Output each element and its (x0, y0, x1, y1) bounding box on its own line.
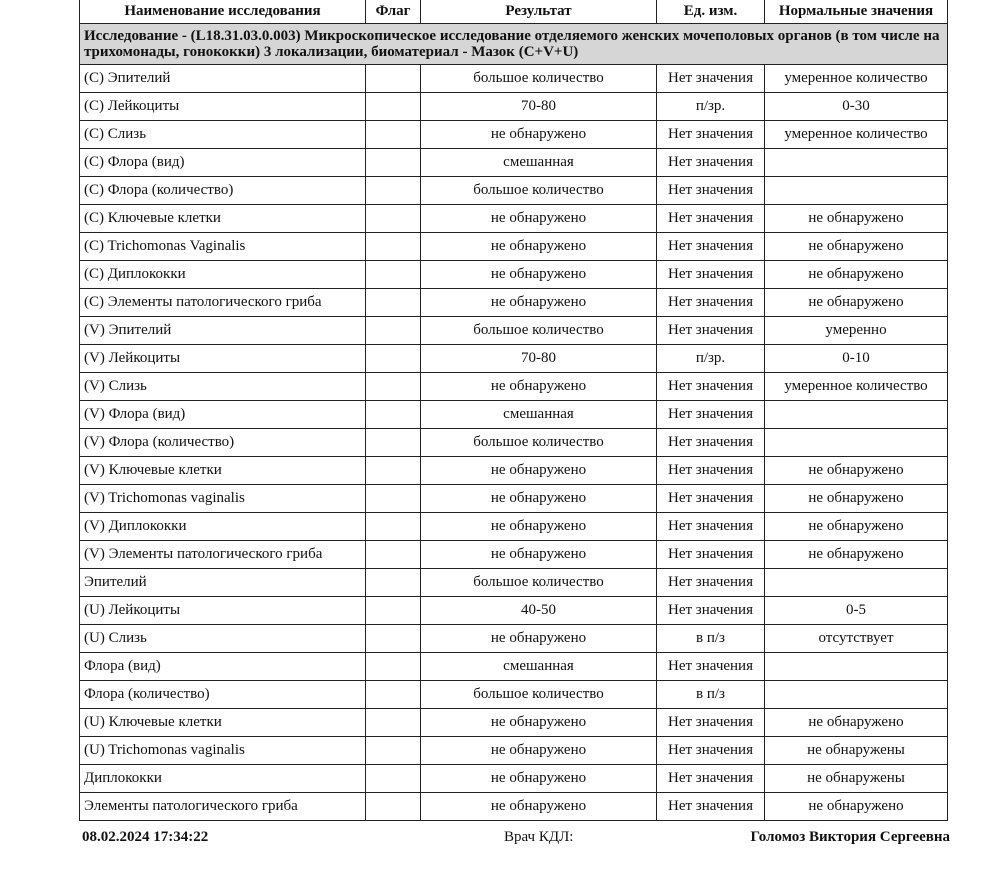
result-cell: 40-50 (421, 597, 657, 625)
table-row (80, 793, 948, 821)
flag-cell (366, 373, 421, 401)
results-body (80, 24, 948, 821)
header-flag: Флаг (366, 0, 421, 24)
result-cell: большое количество (421, 317, 657, 345)
unit-cell: Нет значения (657, 709, 765, 737)
test-name-cell: Флора (количество) (80, 681, 366, 709)
test-name-cell: (V) Лейкоциты (80, 345, 366, 373)
test-name-cell: (U) Слизь (80, 625, 366, 653)
table-row (80, 121, 948, 149)
normal-value-cell: не обнаружено (765, 289, 948, 317)
flag-cell (366, 401, 421, 429)
test-name-cell: (C) Trichomonas Vaginalis (80, 233, 366, 261)
flag-cell (366, 625, 421, 653)
table-row (80, 93, 948, 121)
table-row (80, 345, 948, 373)
table-row (80, 205, 948, 233)
flag-cell (366, 485, 421, 513)
flag-cell (366, 765, 421, 793)
table-row (80, 765, 948, 793)
test-name-cell: Элементы патологического гриба (80, 793, 366, 821)
unit-cell: Нет значения (657, 485, 765, 513)
flag-cell (366, 93, 421, 121)
test-name-cell: (C) Флора (вид) (80, 149, 366, 177)
result-cell: 70-80 (421, 93, 657, 121)
table-row (80, 429, 948, 457)
unit-cell: Нет значения (657, 457, 765, 485)
unit-cell: Нет значения (657, 513, 765, 541)
normal-value-cell (765, 401, 948, 429)
test-name-cell: Флора (вид) (80, 653, 366, 681)
result-cell: большое количество (421, 177, 657, 205)
result-cell: не обнаружено (421, 457, 657, 485)
test-name-cell: Эпителий (80, 569, 366, 597)
table-row (80, 653, 948, 681)
table-row (80, 373, 948, 401)
normal-value-cell: 0-5 (765, 597, 948, 625)
test-name-cell: (C) Эпителий (80, 65, 366, 93)
flag-cell (366, 513, 421, 541)
test-name-cell: (C) Ключевые клетки (80, 205, 366, 233)
test-name-cell: (V) Trichomonas vaginalis (80, 485, 366, 513)
normal-value-cell: умеренное количество (765, 373, 948, 401)
doctor-label: Врач КДЛ: (504, 829, 574, 845)
header-unit: Ед. изм. (657, 0, 765, 24)
header-result: Результат (421, 0, 657, 24)
table-row (80, 289, 948, 317)
results-table (79, 0, 948, 821)
result-cell: не обнаружено (421, 289, 657, 317)
flag-cell (366, 597, 421, 625)
normal-value-cell: не обнаружены (765, 765, 948, 793)
test-name-cell: (U) Trichomonas vaginalis (80, 737, 366, 765)
table-row (80, 457, 948, 485)
unit-cell: Нет значения (657, 429, 765, 457)
table-row (80, 597, 948, 625)
result-cell: не обнаружено (421, 261, 657, 289)
test-name-cell: (U) Ключевые клетки (80, 709, 366, 737)
normal-value-cell: не обнаружено (765, 261, 948, 289)
flag-cell (366, 793, 421, 821)
unit-cell: Нет значения (657, 289, 765, 317)
unit-cell: Нет значения (657, 205, 765, 233)
test-name-cell: (C) Элементы патологического гриба (80, 289, 366, 317)
section-row (80, 24, 948, 65)
flag-cell (366, 289, 421, 317)
test-name-cell: (V) Ключевые клетки (80, 457, 366, 485)
flag-cell (366, 261, 421, 289)
test-name-cell: (V) Элементы патологического гриба (80, 541, 366, 569)
flag-cell (366, 345, 421, 373)
unit-cell: Нет значения (657, 373, 765, 401)
table-row (80, 261, 948, 289)
test-name-cell: (V) Диплококки (80, 513, 366, 541)
unit-cell: Нет значения (657, 261, 765, 289)
table-row (80, 177, 948, 205)
result-cell: не обнаружено (421, 233, 657, 261)
flag-cell (366, 177, 421, 205)
normal-value-cell (765, 569, 948, 597)
result-cell: 70-80 (421, 345, 657, 373)
table-row (80, 681, 948, 709)
flag-cell (366, 457, 421, 485)
unit-cell: Нет значения (657, 401, 765, 429)
normal-value-cell: 0-10 (765, 345, 948, 373)
normal-value-cell: не обнаружено (765, 457, 948, 485)
result-cell: смешанная (421, 653, 657, 681)
table-row (80, 569, 948, 597)
result-cell: не обнаружено (421, 737, 657, 765)
table-row (80, 65, 948, 93)
table-row (80, 541, 948, 569)
test-name-cell: (C) Слизь (80, 121, 366, 149)
flag-cell (366, 205, 421, 233)
table-row (80, 233, 948, 261)
normal-value-cell: умеренное количество (765, 121, 948, 149)
flag-cell (366, 681, 421, 709)
flag-cell (366, 233, 421, 261)
result-cell: не обнаружено (421, 625, 657, 653)
unit-cell: Нет значения (657, 765, 765, 793)
result-cell: большое количество (421, 681, 657, 709)
table-row (80, 625, 948, 653)
normal-value-cell: не обнаружено (765, 793, 948, 821)
test-name-cell: (V) Слизь (80, 373, 366, 401)
unit-cell: Нет значения (657, 569, 765, 597)
test-name-cell: (U) Лейкоциты (80, 597, 366, 625)
unit-cell: Нет значения (657, 737, 765, 765)
flag-cell (366, 709, 421, 737)
normal-value-cell: отсутствует (765, 625, 948, 653)
unit-cell: Нет значения (657, 793, 765, 821)
result-cell: не обнаружено (421, 793, 657, 821)
test-name-cell: (V) Эпителий (80, 317, 366, 345)
normal-value-cell: не обнаружено (765, 233, 948, 261)
table-row (80, 737, 948, 765)
table-row (80, 513, 948, 541)
header-test-name: Наименование исследования (80, 0, 366, 24)
result-cell: не обнаружено (421, 709, 657, 737)
normal-value-cell (765, 653, 948, 681)
result-cell: не обнаружено (421, 513, 657, 541)
flag-cell (366, 653, 421, 681)
flag-cell (366, 149, 421, 177)
result-cell: не обнаружено (421, 205, 657, 233)
table-header-row (80, 0, 948, 24)
report-datetime: 08.02.2024 17:34:22 (82, 829, 209, 845)
unit-cell: Нет значения (657, 149, 765, 177)
normal-value-cell: не обнаружено (765, 513, 948, 541)
unit-cell: п/зр. (657, 93, 765, 121)
unit-cell: п/зр. (657, 345, 765, 373)
result-cell: большое количество (421, 65, 657, 93)
flag-cell (366, 121, 421, 149)
table-row (80, 317, 948, 345)
table-row (80, 401, 948, 429)
test-name-cell: Диплококки (80, 765, 366, 793)
normal-value-cell (765, 149, 948, 177)
unit-cell: в п/з (657, 625, 765, 653)
result-cell: большое количество (421, 429, 657, 457)
unit-cell: Нет значения (657, 177, 765, 205)
unit-cell: Нет значения (657, 121, 765, 149)
test-name-cell: (C) Диплококки (80, 261, 366, 289)
normal-value-cell (765, 429, 948, 457)
unit-cell: Нет значения (657, 233, 765, 261)
doctor-name: Голомоз Виктория Сергеевна (750, 829, 950, 845)
test-name-cell: (C) Флора (количество) (80, 177, 366, 205)
test-name-cell: (C) Лейкоциты (80, 93, 366, 121)
section-title: Исследование - (L18.31.03.0.003) Микроскопическое исследование отделяемого женских мочеполовых органов (в том числе на трихомонады, гонококки) 3 локализации, биоматериал - Мазок (C+V+U) (80, 24, 948, 65)
result-cell: не обнаружено (421, 121, 657, 149)
normal-value-cell: не обнаружено (765, 485, 948, 513)
normal-value-cell: не обнаружено (765, 205, 948, 233)
unit-cell: Нет значения (657, 541, 765, 569)
result-cell: большое количество (421, 569, 657, 597)
flag-cell (366, 737, 421, 765)
test-name-cell: (V) Флора (количество) (80, 429, 366, 457)
report-footer (80, 829, 950, 851)
unit-cell: Нет значения (657, 65, 765, 93)
unit-cell: в п/з (657, 681, 765, 709)
flag-cell (366, 569, 421, 597)
result-cell: смешанная (421, 401, 657, 429)
normal-value-cell: не обнаружено (765, 709, 948, 737)
result-cell: не обнаружено (421, 765, 657, 793)
normal-value-cell (765, 177, 948, 205)
normal-value-cell: не обнаружено (765, 541, 948, 569)
normal-value-cell (765, 681, 948, 709)
table-row (80, 485, 948, 513)
test-name-cell: (V) Флора (вид) (80, 401, 366, 429)
result-cell: не обнаружено (421, 485, 657, 513)
flag-cell (366, 65, 421, 93)
unit-cell: Нет значения (657, 653, 765, 681)
header-normal-values: Нормальные значения (765, 0, 948, 24)
table-row (80, 709, 948, 737)
table-row (80, 149, 948, 177)
flag-cell (366, 317, 421, 345)
normal-value-cell: не обнаружены (765, 737, 948, 765)
normal-value-cell: умеренно (765, 317, 948, 345)
flag-cell (366, 541, 421, 569)
unit-cell: Нет значения (657, 597, 765, 625)
normal-value-cell: умеренное количество (765, 65, 948, 93)
result-cell: не обнаружено (421, 541, 657, 569)
normal-value-cell: 0-30 (765, 93, 948, 121)
unit-cell: Нет значения (657, 317, 765, 345)
result-cell: не обнаружено (421, 373, 657, 401)
result-cell: смешанная (421, 149, 657, 177)
flag-cell (366, 429, 421, 457)
